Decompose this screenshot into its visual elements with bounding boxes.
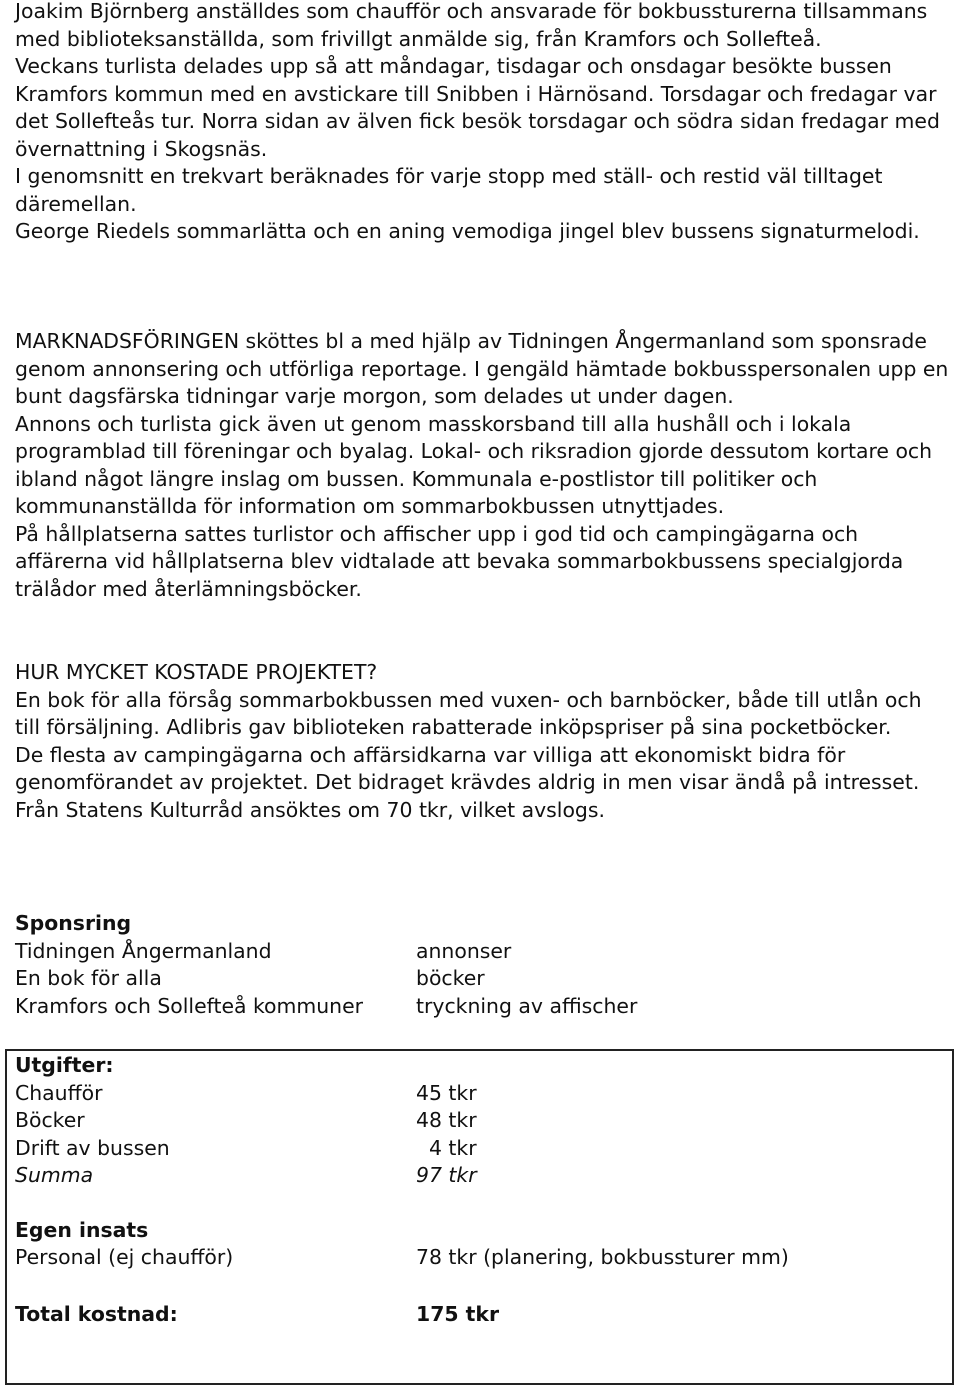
expenses-heading: Utgifter: — [15, 1053, 114, 1077]
spacer — [15, 1272, 950, 1301]
expense-value: 45 tkr — [416, 1080, 477, 1105]
expense-sum-row — [15, 1162, 950, 1190]
sponsor-name: Tidningen Ångermanland — [15, 938, 272, 963]
expense-row — [15, 1080, 950, 1108]
sponsor-name: Kramfors och Sollefteå kommuner — [15, 993, 364, 1018]
paragraph-stops: På hållplatserna sattes turlistor och affischer upp i god tid och campingägarna och affärerna vid hållplatserna blev vidtalade att bevaka sommarbokbussens specialgjorda trälådor med återlämningsböcker. — [15, 521, 904, 601]
own-contribution-label: Personal (ej chaufför) — [15, 1245, 234, 1269]
paragraph-kulturrad: Från Statens Kulturråd ansöktes om 70 tkr, vilket avslogs. — [15, 797, 605, 822]
paragraph-books: En bok för alla försåg sommarbokbussen med vuxen- och barnböcker, både till utlån och till försäljning. Adlibris gav biblioteken rabatterade inköpspriser på sina pocketböcker. — [15, 687, 922, 739]
sponsor-row — [15, 938, 950, 966]
sponsor-contribution: annonser — [416, 938, 512, 963]
expense-row — [15, 1107, 950, 1135]
expense-label: Chaufför — [15, 1080, 103, 1105]
sponsoring-section — [15, 910, 950, 1020]
own-contribution-value: 78 tkr (planering, bokbussturer mm) — [416, 1245, 789, 1269]
expense-row — [15, 1135, 950, 1163]
cost-section — [15, 659, 950, 824]
sponsoring-heading: Sponsring — [15, 911, 132, 935]
sponsor-row — [15, 965, 950, 993]
sponsor-contribution: böcker — [416, 966, 485, 990]
expense-sum-label: Summa — [15, 1163, 94, 1187]
own-contribution-heading: Egen insats — [15, 1217, 149, 1242]
paragraph-announcements: Annons och turlista gick även ut genom masskorsband till alla hushåll och i lokala programblad till föreningar och byalag. Lokal- och riksradion gjorde dessutom kortare och ibland något längre inslag om bussen. Kommunala e-postlistor till politiker och kommunanställda för information om sommarbokbussen utnyttjades. — [15, 411, 933, 518]
sponsor-contribution: tryckning av affischer — [416, 993, 638, 1018]
expense-sum-value: 97 tkr — [416, 1163, 477, 1187]
expenses-section — [15, 1052, 950, 1328]
expense-value: 48 tkr — [416, 1108, 477, 1132]
expense-label: Drift av bussen — [15, 1135, 170, 1160]
cost-heading: HUR MYCKET KOSTADE PROJEKTET? — [15, 660, 378, 684]
total-label: Total kostnad: — [15, 1301, 178, 1326]
paragraph-jingle: George Riedels sommarlätta och en aning vemodiga jingel blev bussens signaturmelodi. — [15, 219, 920, 243]
sponsor-name: En bok för alla — [15, 966, 162, 990]
total-row — [15, 1301, 950, 1329]
paragraph-marketing: MARKNADSFÖRINGEN sköttes bl a med hjälp av Tidningen Ångermanland som sponsrade genom annonsering och utförliga reportage. I gengäld hämtade bokbusspersonalen upp en bunt dagsfärska tidningar varje morgon, som delades ut under dagen. — [15, 329, 949, 408]
total-value: 175 tkr — [416, 1301, 500, 1326]
expense-value: 4 tkr — [416, 1135, 477, 1160]
sponsor-row — [15, 993, 950, 1021]
intro-section — [15, 0, 950, 246]
paragraph-driver: Joakim Björnberg anställdes som chaufför och ansvarade för bokbussturerna tillsammans med biblioteksanställda, som frivillgt anmälde sig, från Kramfors och Sollefteå. — [15, 0, 928, 51]
marketing-section — [15, 328, 950, 603]
expense-label: Böcker — [15, 1108, 85, 1132]
paragraph-schedule: Veckans turlista delades upp så att måndagar, tisdagar och onsdagar besökte bussen Kramfors kommun med en avstickare till Snibben i Härnösand. Torsdagar och fredagar var det Sollefteås tur. Norra sidan av älven fick besök torsdagar och södra sidan fredagar med övernattning i Skogsnäs. — [15, 54, 940, 161]
paragraph-contributions: De flesta av campingägarna och affärsidkarna var villiga att ekonomiskt bidra för genomförandet av projektet. Det bidraget krävdes aldrig in men visar ändå på intresset. — [15, 742, 920, 794]
own-contribution-row — [15, 1244, 950, 1272]
paragraph-stop-time: I genomsnitt en trekvart beräknades för varje stopp med ställ- och restid väl tilltaget däremellan. — [15, 164, 883, 216]
spacer — [15, 1190, 950, 1217]
